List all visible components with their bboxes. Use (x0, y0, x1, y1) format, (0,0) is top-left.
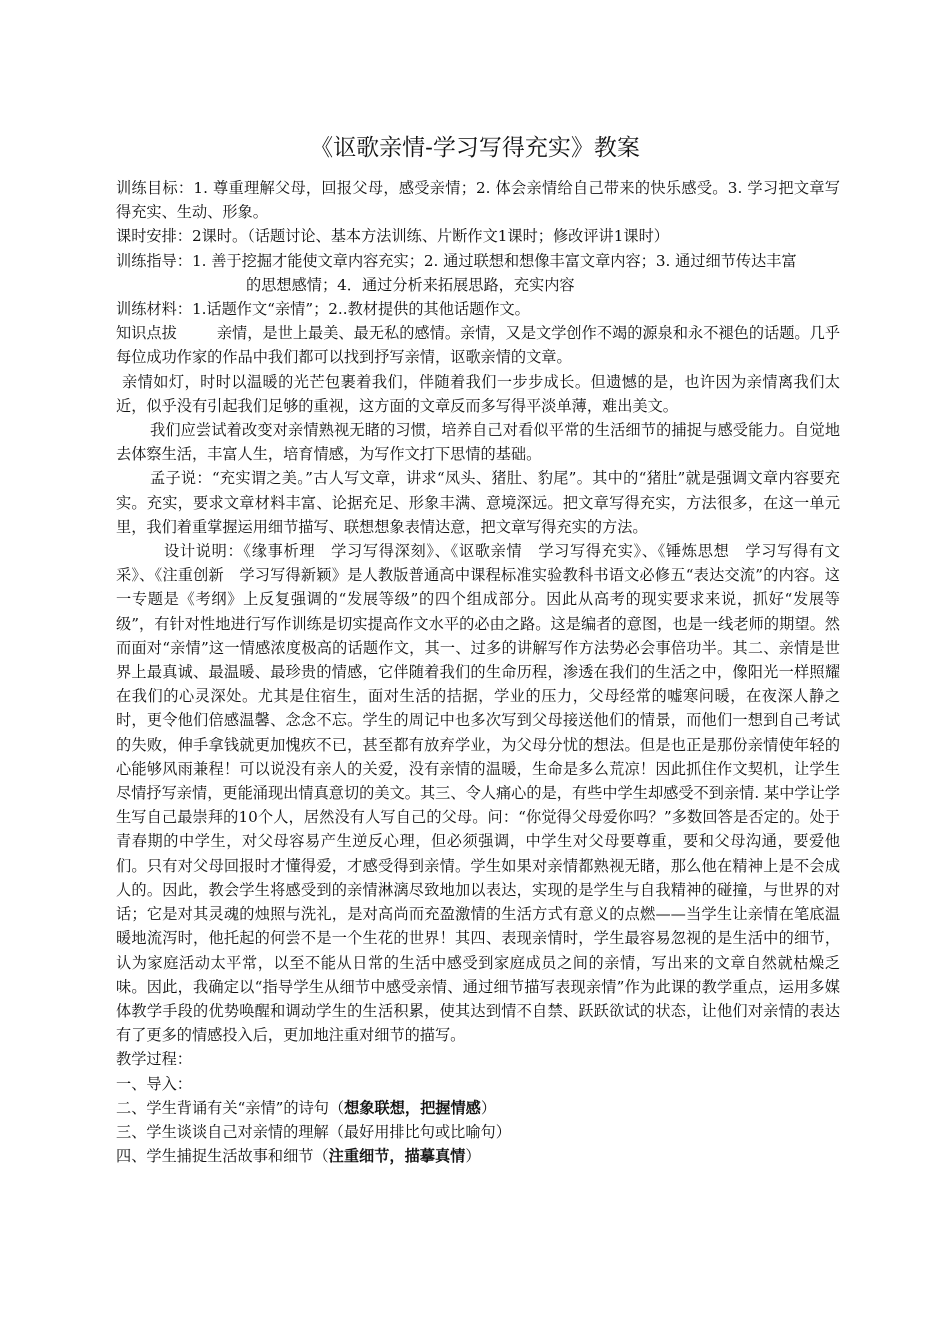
knowledge-paragraph-1 (116, 321, 840, 369)
document-body (116, 176, 840, 1168)
class-schedule (116, 224, 840, 248)
class-schedule-label: 课时安排： (116, 227, 192, 246)
page-title: 《讴歌亲情-学习写得充实》教案 (310, 135, 640, 161)
training-guidance-label: 训练指导： (116, 251, 192, 270)
knowledge-text-1: 亲情，是世上最美、最无私的感情。亲情，又是文学创作不竭的源泉和永不褪色的话题。几乎每位成功作家的作品中我们都可以找到抒写亲情，讴歌亲情的文章。 (116, 324, 841, 367)
training-guidance-line1: 1. 善于挖掘才能使文章内容充实；2. 通过联想和想像丰富文章内容；3. 通过细节传达丰富 (191, 251, 797, 270)
training-goals-label: 训练目标： (116, 179, 194, 197)
process-step-4 (116, 1144, 840, 1168)
training-guidance (116, 249, 840, 273)
process-step-4-emphasis: 注重细节，描摹真情 (328, 1147, 466, 1166)
class-schedule-text: 2课时。（话题讨论、基本方法训练、片断作文1课时；修改评讲1课时） (191, 227, 669, 246)
training-materials (116, 297, 840, 321)
training-guidance-continuation: 的思想感情；4．通过分析来拓展思路，充实内容 (246, 275, 575, 294)
process-step-4-close: ） (465, 1147, 481, 1166)
process-step-1: 一、导入： (116, 1074, 192, 1093)
process-step-3: 三、学生谈谈自己对亲情的理解（最好用排比句或比喻句） (116, 1122, 511, 1141)
process-step-2-emphasis: 想象联想，把握情感 (344, 1098, 481, 1117)
knowledge-paragraph-2: 亲情如灯，时时以温暖的光芒包裹着我们，伴随着我们一步步成长。但遗憾的是，也许因为亲情离我们太近，似乎没有引起我们足够的重视，这方面的文章反而多写得平淡单薄，难出美文。 (116, 372, 840, 415)
training-materials-label: 训练材料： (116, 300, 192, 319)
process-step-2 (116, 1096, 840, 1120)
knowledge-label: 知识点拔 (116, 324, 177, 343)
process-step-4-text: 四、学生捕捉生活故事和细节（ (116, 1147, 329, 1166)
training-materials-text: 1.话题作文“亲情”；2..教材提供的其他话题作文。 (191, 300, 530, 319)
training-goals-text: 1. 尊重理解父母，回报父母，感受亲情；2. 体会亲情给自己带来的快乐感受。3. 学习把文章写得充实、生动、形象。 (116, 179, 840, 222)
training-goals (116, 176, 840, 224)
teaching-process-heading: 教学过程： (116, 1050, 192, 1069)
knowledge-paragraph-3: 我们应尝试着改变对亲情熟视无睹的习惯，培养自己对看似平常的生活细节的捕捉与感受能力。自觉地去体察生活，丰富人生，培育情感，为写作文打下思情的基础。 (116, 421, 840, 464)
design-notes-paragraph: 设计说明：《缘事析理 学习写得深刻》、《讴歌亲情 学习写得充实》、《锤炼思想 学习写得有文采》、《注重创新 学习写得新颖》是人教版普通高中课程标准实验教科书语文必修五“表达交流”的内容。这一专题是《考纲》上反复强调的“发展等级”的四个组成部分。因此从高考的现实要求来说，抓好“发展等级”，有针对性地进行写作训练是切实提高作文水平的必由之路。这是编者的意图，也是一线老师的期望。然而面对“亲情”这一情感浓度极高的话题作文，其一、过多的讲解写作方法势必会事倍功半。其二、亲情是世界上最真诚、最温暖、最珍贵的情感，它伴随着我们的生命历程，渗透在我们的生活之中，像阳光一样照耀在我们的心灵深处。尤其是住宿生，面对生活的拮据，学业的压力，父母经常的嘘寒问暖，在夜深人静之时，更令他们倍感温馨、念念不忘。学生的周记中也多次写到父母接送他们的情景，而他们一想到自己考试的失败，伸手拿钱就更加愧疚不已，甚至都有放弃学业，为父母分忧的想法。但是也正是那份亲情使年轻的心能够风雨兼程！可以说没有亲人的关爱，没有亲情的温暖，生命是多么荒凉！因此抓住作文契机，让学生尽情抒写亲情，更能涌现出情真意切的美文。其三、令人痛心的是，有些中学生却感受不到亲情. 某中学让学生写自己最崇拜的10个人，居然没有人写自己的父母。问：“你觉得父母爱你吗？”多数回答是否定的。处于青春期的中学生，对父母容易产生逆反心理，但必须强调，中学生对父母要尊重，要和父母沟通，要爱他们。只有对父母回报时才懂得爱，才感受得到亲情。学生如果对亲情都熟视无睹，那么他在精神上是不会成人的。因此，教会学生将感受到的亲情淋漓尽致地加以表达，实现的是学生与自我精神的碰撞，与世界的对话；它是对其灵魂的烛照与洗礼，是对高尚而充盈激情的生活方式有意义的点燃——当学生让亲情在笔底温暖地流泻时，他托起的何尝不是一个生花的世界！其四、表现亲情时，学生最容易忽视的是生活中的细节，认为家庭活动太平常，以至不能从日常的生活中感受到家庭成员之间的亲情，写出来的文章自然就枯燥乏味。因此，我确定以“指导学生从细节中感受亲情、通过细节描写表现亲情”作为此课的教学重点，运用多媒体教学手段的优势唤醒和调动学生的生活积累，使其达到情不自禁、跃跃欲试的状态，让他们对亲情的表达有了更多的情感投入后，更加地注重对细节的描写。 (116, 542, 840, 1045)
process-step-2-close: ） (480, 1098, 497, 1117)
knowledge-paragraph-4: 孟子说：“充实谓之美。”古人写文章，讲求“凤头、猪肚、豹尾”。其中的“猪肚”就是强调文章内容要充实。充实，要求文章材料丰富、论据充足、形象丰满、意境深远。把文章写得充实，方法很多，在这一单元里，我们着重掌握运用细节描写、联想想象表情达意，把文章写得充实的方法。 (116, 469, 840, 536)
process-step-2-text: 二、学生背诵有关“亲情”的诗句（ (116, 1098, 345, 1117)
